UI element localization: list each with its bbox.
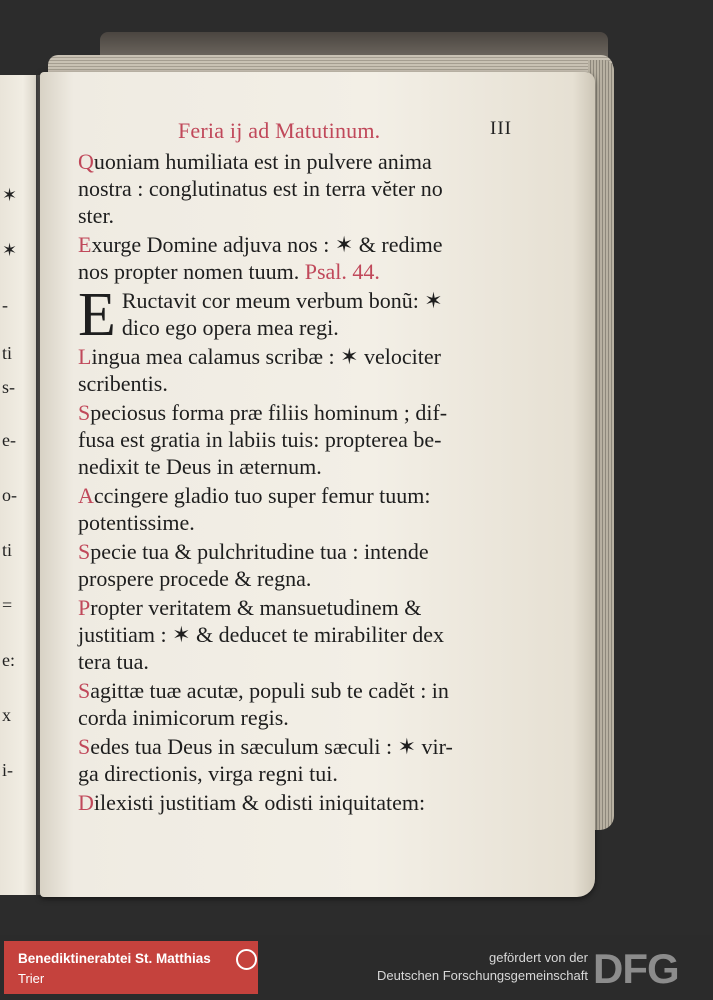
- left-page-fragment: =: [2, 595, 13, 615]
- text-line: [78, 594, 528, 621]
- text-line: [78, 343, 528, 370]
- page-number: III: [490, 118, 512, 139]
- verse-paragraph: [78, 677, 528, 731]
- text-line: [78, 231, 528, 258]
- text-line: [78, 648, 528, 675]
- rubric-initial: Q: [78, 149, 94, 174]
- psalm-reference: Psal. 44.: [304, 259, 380, 284]
- left-page-fragment: ti: [2, 540, 13, 560]
- line-text: ga directionis, virga regni tui.: [78, 761, 338, 786]
- left-page-fragment: e:: [2, 650, 15, 670]
- line-text: nos propter nomen tuum.: [78, 259, 300, 284]
- rubric-initial: S: [78, 734, 91, 759]
- verse-paragraph: [78, 281, 528, 349]
- institution-city: Trier: [18, 971, 45, 986]
- line-text: ccingere gladio tuo super femur tuum:: [93, 483, 431, 508]
- rubric-initial: L: [78, 344, 92, 369]
- rubric-initial: S: [78, 400, 91, 425]
- text-line: [78, 453, 528, 480]
- rubric-initial: S: [78, 539, 91, 564]
- left-page-fragment: ✶: [2, 240, 18, 260]
- dfg-logo[interactable]: DFG: [593, 945, 679, 992]
- institution-name: Benediktinerabtei St. Matthias: [18, 951, 211, 966]
- line-text: agittæ tuæ acutæ, populi sub te cadĕt : in: [90, 678, 449, 703]
- footer-bar: [0, 935, 713, 1000]
- verse-paragraph: [78, 594, 528, 675]
- line-text: ster.: [78, 203, 115, 228]
- text-line: [78, 258, 528, 285]
- text-line: [78, 704, 528, 731]
- line-text: ilexisti justitiam & odisti iniquitatem:: [93, 790, 426, 815]
- funding-line-1: gefördert von der: [488, 950, 588, 965]
- line-text: tera tua.: [78, 649, 149, 674]
- text-line: [78, 399, 528, 426]
- line-text: scribentis.: [78, 371, 168, 396]
- line-text: nostra : conglutinatus est in terra vĕter no: [78, 176, 443, 201]
- rubric-initial: D: [78, 790, 94, 815]
- verse-paragraph: [78, 789, 528, 816]
- verse-paragraph: [78, 231, 528, 285]
- verse-paragraph: [78, 148, 528, 229]
- line-text: prospere procede & regna.: [78, 566, 312, 591]
- line-text: fusa est gratia in labiis tuis: propterea be-: [78, 427, 442, 452]
- line-text: pecie tua & pulchritudine tua : intende: [90, 539, 429, 564]
- text-line: [78, 426, 528, 453]
- verse-paragraph: [78, 343, 528, 397]
- line-text: ingua mea calamus scribæ : ✶ velociter: [91, 344, 441, 369]
- text-line: [78, 621, 528, 648]
- line-text: edes tua Deus in sæculum sæculi : ✶ vir-: [90, 734, 453, 759]
- left-page-fragment: s-: [2, 377, 15, 397]
- left-page-fragment: ti: [2, 343, 13, 363]
- rubric-initial: A: [78, 483, 94, 508]
- text-line: [78, 677, 528, 704]
- psalm-text: [78, 148, 528, 818]
- drop-cap: E: [78, 281, 116, 349]
- left-page-fragment: ✶: [2, 185, 18, 205]
- text-line: [78, 148, 528, 175]
- rubric-initial: E: [78, 232, 92, 257]
- text-line: [78, 565, 528, 592]
- rubric-initial: P: [78, 595, 91, 620]
- rubric-initial: S: [78, 678, 91, 703]
- abbey-logo-icon: [236, 949, 257, 970]
- verse-paragraph: [78, 399, 528, 480]
- funding-line-2: Deutschen Forschungsgemeinschaft: [376, 968, 588, 983]
- line-text: xurge Domine adjuva nos : ✶ & redime: [91, 232, 443, 257]
- left-page-fragment: -: [2, 295, 8, 315]
- text-line: [78, 202, 528, 229]
- text-line: [78, 538, 528, 565]
- running-header: Feria ij ad Matutinum.: [178, 118, 381, 143]
- text-line: [78, 789, 528, 816]
- line-text: uoniam humiliata est in pulvere anima: [93, 149, 432, 174]
- line-text: potentissime.: [78, 510, 195, 535]
- verse-paragraph: [78, 482, 528, 536]
- left-page-fragment: i-: [2, 760, 13, 780]
- text-line: [78, 509, 528, 536]
- line-text: nedixit te Deus in æternum.: [78, 454, 322, 479]
- text-line: [78, 175, 528, 202]
- text-line: [78, 370, 528, 397]
- text-line: [78, 760, 528, 787]
- line-text: justitiam : ✶ & deducet te mirabiliter dex: [78, 622, 445, 647]
- text-line: [78, 287, 528, 314]
- text-line: [78, 314, 528, 341]
- line-text: ropter veritatem & mansuetudinem &: [90, 595, 422, 620]
- line-text: Ructavit cor meum verbum bonũ: ✶: [121, 288, 443, 313]
- left-page-fragment: e-: [2, 430, 16, 450]
- text-line: [78, 482, 528, 509]
- institution-badge[interactable]: [4, 941, 258, 994]
- left-page-fragment: x: [2, 705, 11, 725]
- verse-paragraph: [78, 733, 528, 787]
- line-text: corda inimicorum regis.: [78, 705, 289, 730]
- left-page-fragment: o-: [2, 485, 17, 505]
- line-text: dico ego opera mea regi.: [121, 315, 339, 340]
- text-line: [78, 733, 528, 760]
- verse-paragraph: [78, 538, 528, 592]
- line-text: peciosus forma præ filiis hominum ; dif-: [90, 400, 448, 425]
